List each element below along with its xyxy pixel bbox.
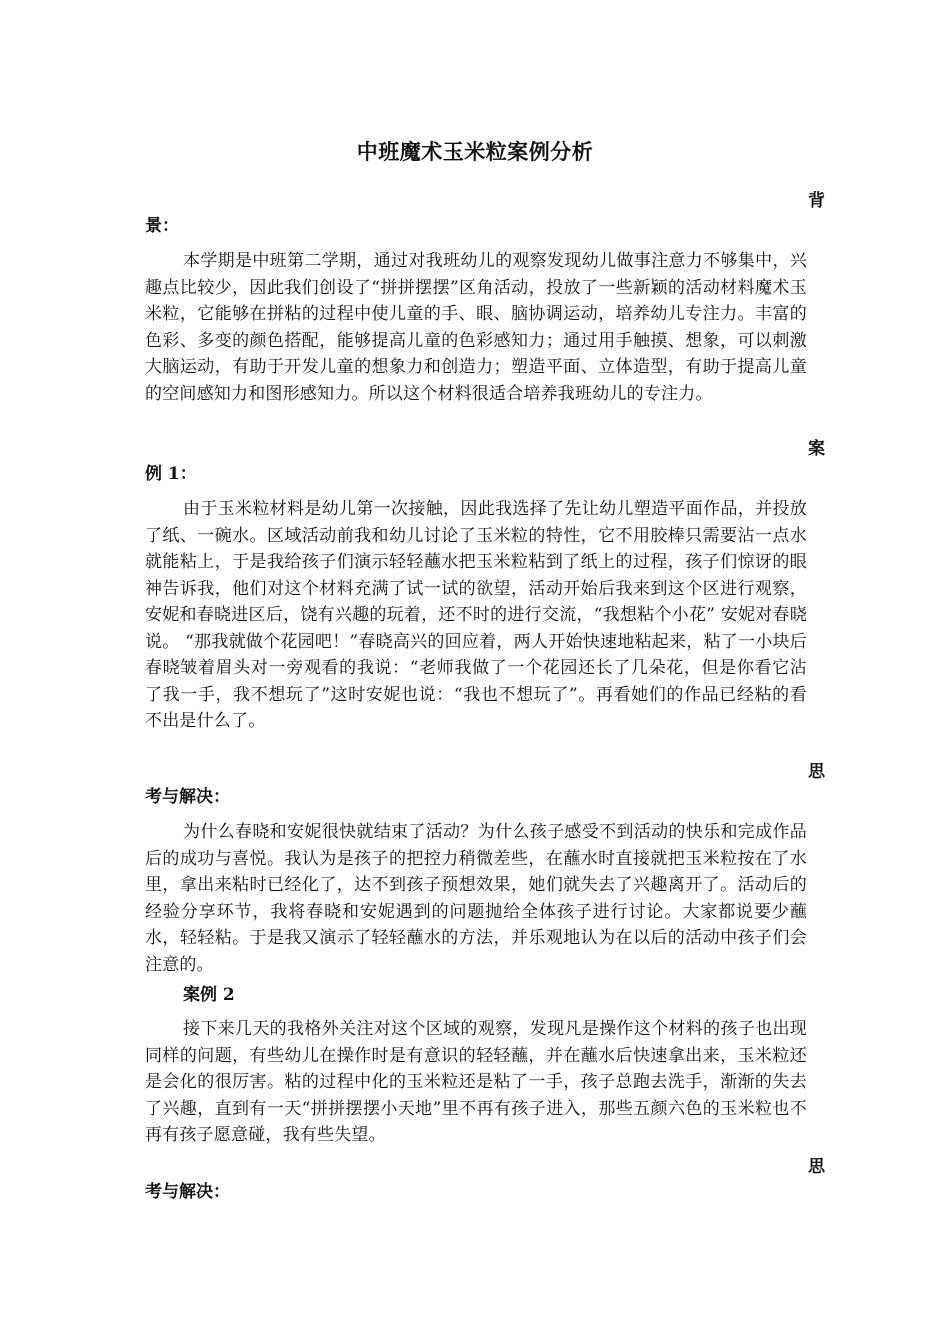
- case2-paragraph: 接下来几天的我格外关注对这个区域的观察，发现凡是操作这个材料的孩子也出现同样的问题，有些幼儿在操作时是有意识的轻轻蘸，并在蘸水后快速拿出来，玉米粒还是会化的很厉害。粘的过程中化的玉米粒还是粘了一手，孩子总跑去洗手，渐渐的失去了兴趣，直到有一天“拼拼摆摆小天地”里不再有孩子进入，那些五颜六色的玉米粒也不再有孩子愿意碰，我有些失望。: [145, 1019, 807, 1145]
- background-heading-first-char: 背: [808, 191, 825, 211]
- case1-heading-first-char: 案: [808, 439, 825, 459]
- background-paragraph: 本学期是中班第二学期，通过对我班幼儿的观察发现幼儿做事注意力不够集中，兴趣点比较少，因此我们创设了“拼拼摆摆”区角活动，投放了一些新颖的活动材料魔术玉米粒，它能够在拼粘的过程中使儿童的手、眼、脑协调运动，培养幼儿专注力。丰富的色彩、多变的颜色搭配，能够提高儿童的色彩感知力；通过用手触摸、想象，可以刺激大脑运动，有助于开发儿童的想象力和创造力；塑造平面、立体造型，有助于提高儿童的空间感知力和图形感知力。所以这个材料很适合培养我班幼儿的专注力。: [145, 251, 807, 404]
- reflection1-heading-first-char: 思: [808, 762, 825, 782]
- reflection1-paragraph: 为什么春晓和安妮很快就结束了活动？为什么孩子感受不到活动的快乐和完成作品后的成功与喜悦。我认为是孩子的把控力稍微差些，在蘸水时直接就把玉米粒按在了水里，拿出来粘时已经化了，达不到孩子预想效果，她们就失去了兴趣离开了。活动后的经验分享环节，我将春晓和安妮遇到的问题抛给全体孩子进行讨论。大家都说要少蘸水，轻轻粘。于是我又演示了轻轻蘸水的方法，并乐观地认为在以后的活动中孩子们会注意的。: [145, 822, 807, 975]
- reflection1-heading-rest: 考与解决：: [145, 787, 230, 807]
- reflection2-heading-rest: 考与解决：: [145, 1182, 230, 1202]
- case2-heading: 案例 2: [183, 985, 235, 1005]
- background-heading-rest: 景：: [145, 216, 179, 236]
- case1-paragraph: 由于玉米粒材料是幼儿第一次接触，因此我选择了先让幼儿塑造平面作品，并投放了纸、一碗水。区域活动前我和幼儿讨论了玉米粒的特性，它不用胶棒只需要沾一点水就能粘上，于是我给孩子们演示轻轻蘸水把玉米粒粘到了纸上的过程，孩子们惊讶的眼神告诉我，他们对这个材料充满了试一试的欲望，活动开始后我来到这个区进行观察，安妮和春晓进区后，饶有兴趣的玩着，还不时的进行交流，“我想粘个小花” 安妮对春晓说。 “那我就做个花园吧！”春晓高兴的回应着，两人开始快速地粘起来，粘了一小块后春晓皱着眉头对一旁观看的我说：“老师我做了一个花园还长了几朵花，但是你看它沾了我一手，我不想玩了”这时安妮也说：“我也不想玩了”。再看她们的作品已经粘的看不出是什么了。: [145, 499, 807, 731]
- case1-heading-rest: 例 1：: [145, 464, 197, 484]
- reflection2-heading-first-char: 思: [808, 1157, 825, 1177]
- page-title: 中班魔术玉米粒案例分析: [356, 139, 594, 164]
